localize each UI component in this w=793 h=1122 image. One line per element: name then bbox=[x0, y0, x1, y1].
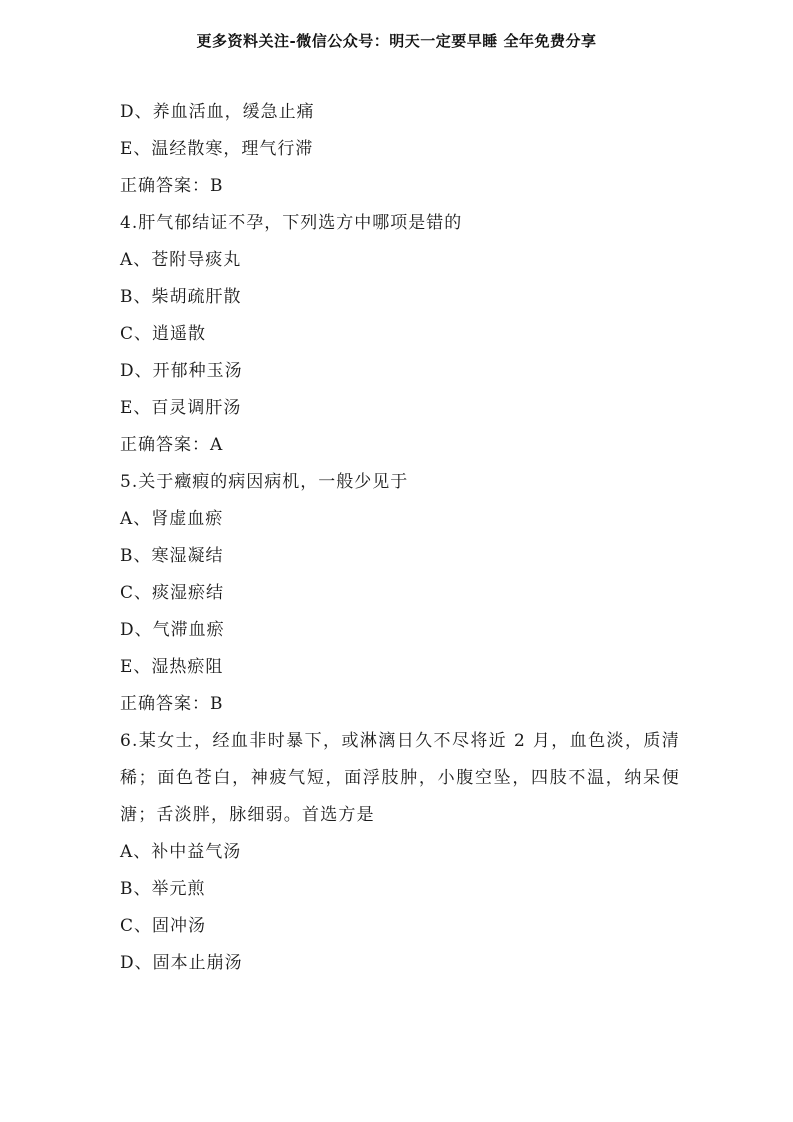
answer-5: 正确答案：B bbox=[120, 694, 224, 714]
question-4-option-c: C、逍遥散 bbox=[120, 324, 207, 344]
option-d: D、养血活血，缓急止痛 bbox=[120, 102, 315, 122]
question-5: 5.关于癥瘕的病因病机，一般少见于 bbox=[120, 472, 409, 492]
question-4-option-e: E、百灵调肝汤 bbox=[120, 398, 242, 418]
option-e: E、温经散寒，理气行滞 bbox=[120, 139, 314, 159]
question-4: 4.肝气郁结证不孕，下列选方中哪项是错的 bbox=[120, 213, 463, 233]
question-4-option-b: B、柴胡疏肝散 bbox=[120, 287, 242, 307]
question-5-option-a: A、肾虚血瘀 bbox=[120, 509, 224, 529]
question-5-option-b: B、寒湿凝结 bbox=[120, 546, 224, 566]
question-6-stem: 6.某女士，经血非时暴下，或淋漓日久不尽将近 2 月，血色淡，质清稀；面色苍白，神疲气短，面浮肢肿，小腹空坠，四肢不温，纳呆便溏；舌淡胖，脉细弱。首选方是 bbox=[120, 730, 680, 825]
answer-4: 正确答案：A bbox=[120, 435, 224, 455]
question-6-option-a: A、补中益气汤 bbox=[120, 842, 242, 862]
answer-3: 正确答案：B bbox=[120, 176, 224, 196]
question-5-option-d: D、气滞血瘀 bbox=[120, 620, 225, 640]
question-4-option-a: A、苍附导痰丸 bbox=[120, 250, 242, 270]
question-6-option-b: B、举元煎 bbox=[120, 879, 206, 899]
question-6-option-c: C、固冲汤 bbox=[120, 916, 207, 936]
question-6-option-d: D、固本止崩汤 bbox=[120, 953, 243, 973]
page-header: 更多资料关注-微信公众号：明天一定要早睡 全年免费分享 bbox=[196, 32, 597, 50]
question-5-option-e: E、湿热瘀阻 bbox=[120, 657, 224, 677]
document-content bbox=[120, 100, 680, 988]
question-4-option-d: D、开郁种玉汤 bbox=[120, 361, 243, 381]
question-5-option-c: C、痰湿瘀结 bbox=[120, 583, 225, 603]
